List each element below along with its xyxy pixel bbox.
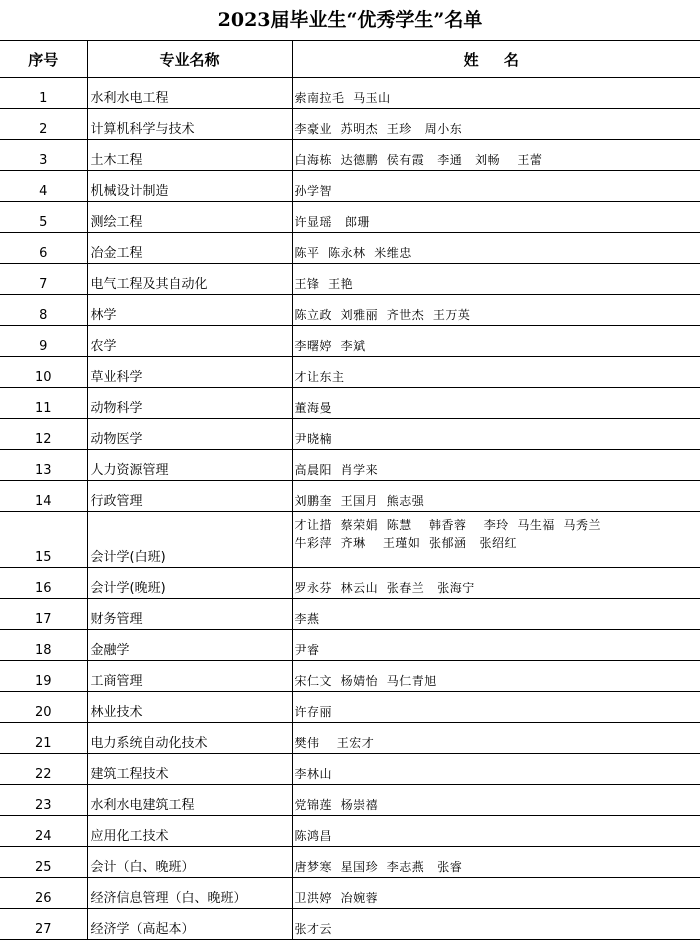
table-row: [0, 388, 700, 419]
row-number-cell[interactable]: 21: [0, 723, 87, 754]
row-number-cell[interactable]: 15: [0, 512, 87, 568]
student-names-cell[interactable]: 党锦莲 杨崇禧: [292, 785, 700, 816]
table-row: [0, 754, 700, 785]
table-row: [0, 878, 700, 909]
student-names-cell[interactable]: 李豪业 苏明杰 王珍 周小东: [292, 109, 700, 140]
row-number-cell[interactable]: 3: [0, 140, 87, 171]
student-names-cell[interactable]: 才让东主: [292, 357, 700, 388]
student-names-cell[interactable]: 高晨阳 肖学来: [292, 450, 700, 481]
row-number-cell[interactable]: 17: [0, 599, 87, 630]
table-row: [0, 847, 700, 878]
honor-list-table: [0, 40, 700, 940]
student-names-cell[interactable]: 张才云: [292, 909, 700, 940]
row-number-cell[interactable]: 19: [0, 661, 87, 692]
table-row: [0, 78, 700, 109]
major-name-cell[interactable]: 行政管理: [87, 481, 292, 512]
table-row: [0, 171, 700, 202]
header-major[interactable]: 专业名称: [87, 41, 292, 78]
major-name-cell[interactable]: 动物医学: [87, 419, 292, 450]
major-name-cell[interactable]: 建筑工程技术: [87, 754, 292, 785]
table-row: [0, 661, 700, 692]
student-names-cell[interactable]: 李林山: [292, 754, 700, 785]
major-name-cell[interactable]: 工商管理: [87, 661, 292, 692]
table-row: [0, 785, 700, 816]
student-names-cell[interactable]: 许显瑶 郎珊: [292, 202, 700, 233]
table-row: [0, 568, 700, 599]
major-name-cell[interactable]: 水利水电工程: [87, 78, 292, 109]
student-names-cell[interactable]: 陈平 陈永林 米维忠: [292, 233, 700, 264]
row-number-cell[interactable]: 5: [0, 202, 87, 233]
major-name-cell[interactable]: 财务管理: [87, 599, 292, 630]
row-number-cell[interactable]: 23: [0, 785, 87, 816]
major-name-cell[interactable]: 草业科学: [87, 357, 292, 388]
major-name-cell[interactable]: 林学: [87, 295, 292, 326]
student-names-cell[interactable]: 卫洪婷 冶婉蓉: [292, 878, 700, 909]
student-names-cell[interactable]: 李燕: [292, 599, 700, 630]
table-header-row: [0, 41, 700, 78]
row-number-cell[interactable]: 14: [0, 481, 87, 512]
table-row: [0, 233, 700, 264]
major-name-cell[interactable]: 会计学(晚班): [87, 568, 292, 599]
student-names-cell[interactable]: 许存丽: [292, 692, 700, 723]
major-name-cell[interactable]: 经济学（高起本）: [87, 909, 292, 940]
row-number-cell[interactable]: 2: [0, 109, 87, 140]
student-names-cell[interactable]: 陈立政 刘雅丽 齐世杰 王万英: [292, 295, 700, 326]
student-names-cell[interactable]: 尹睿: [292, 630, 700, 661]
header-names[interactable]: 姓 名: [292, 41, 700, 78]
student-names-cell[interactable]: 才让措 蔡荣娟 陈慧 韩香蓉 李玲 马生福 马秀兰 牛彩萍 齐琳 王瑾如 张郁涵 张绍红: [292, 512, 700, 568]
major-name-cell[interactable]: 机械设计制造: [87, 171, 292, 202]
header-no[interactable]: 序号: [0, 41, 87, 78]
table-row: [0, 723, 700, 754]
row-number-cell[interactable]: 16: [0, 568, 87, 599]
major-name-cell[interactable]: 动物科学: [87, 388, 292, 419]
student-names-cell[interactable]: 樊伟 王宏才: [292, 723, 700, 754]
table-row: [0, 295, 700, 326]
major-name-cell[interactable]: 电力系统自动化技术: [87, 723, 292, 754]
student-names-cell[interactable]: 尹晓楠: [292, 419, 700, 450]
student-names-cell[interactable]: 孙学智: [292, 171, 700, 202]
student-names-cell[interactable]: 陈鸿昌: [292, 816, 700, 847]
major-name-cell[interactable]: 金融学: [87, 630, 292, 661]
student-names-cell[interactable]: 刘鹏奎 王国月 熊志强: [292, 481, 700, 512]
student-names-cell[interactable]: 董海曼: [292, 388, 700, 419]
row-number-cell[interactable]: 9: [0, 326, 87, 357]
table-row: [0, 326, 700, 357]
major-name-cell[interactable]: 水利水电建筑工程: [87, 785, 292, 816]
row-number-cell[interactable]: 4: [0, 171, 87, 202]
table-row: [0, 692, 700, 723]
major-name-cell[interactable]: 经济信息管理（白、晚班）: [87, 878, 292, 909]
row-number-cell[interactable]: 20: [0, 692, 87, 723]
row-number-cell[interactable]: 12: [0, 419, 87, 450]
row-number-cell[interactable]: 10: [0, 357, 87, 388]
table-row: [0, 264, 700, 295]
row-number-cell[interactable]: 18: [0, 630, 87, 661]
student-names-cell[interactable]: 宋仁文 杨婧怡 马仁青旭: [292, 661, 700, 692]
table-row: [0, 816, 700, 847]
student-names-cell[interactable]: 白海栋 达德鹏 侯有霞 李通 刘畅 王蕾: [292, 140, 700, 171]
table-row: [0, 481, 700, 512]
major-name-cell[interactable]: 测绘工程: [87, 202, 292, 233]
page-title: 2023届毕业生“优秀学生”名单: [217, 9, 483, 31]
major-name-cell[interactable]: 会计学(白班): [87, 512, 292, 568]
table-row: [0, 202, 700, 233]
row-number-cell[interactable]: 1: [0, 78, 87, 109]
row-number-cell[interactable]: 25: [0, 847, 87, 878]
student-names-cell[interactable]: 王锋 王艳: [292, 264, 700, 295]
major-name-cell[interactable]: 人力资源管理: [87, 450, 292, 481]
major-name-cell[interactable]: 计算机科学与技术: [87, 109, 292, 140]
row-number-cell[interactable]: 6: [0, 233, 87, 264]
major-name-cell[interactable]: 林业技术: [87, 692, 292, 723]
student-names-cell[interactable]: 唐梦寒 星国珍 李志燕 张睿: [292, 847, 700, 878]
table-row: [0, 419, 700, 450]
row-number-cell[interactable]: 24: [0, 816, 87, 847]
row-number-cell[interactable]: 27: [0, 909, 87, 940]
table-row: [0, 450, 700, 481]
major-name-cell[interactable]: 土木工程: [87, 140, 292, 171]
table-row: [0, 909, 700, 940]
table-row: [0, 357, 700, 388]
table-row: [0, 109, 700, 140]
table-row: [0, 512, 700, 568]
student-names-cell[interactable]: 罗永芬 林云山 张春兰 张海宁: [292, 568, 700, 599]
major-name-cell[interactable]: 会计（白、晚班）: [87, 847, 292, 878]
row-number-cell[interactable]: 8: [0, 295, 87, 326]
major-name-cell[interactable]: 农学: [87, 326, 292, 357]
row-number-cell[interactable]: 7: [0, 264, 87, 295]
table-row: [0, 140, 700, 171]
major-name-cell[interactable]: 冶金工程: [87, 233, 292, 264]
student-names-cell[interactable]: 索南拉毛 马玉山: [292, 78, 700, 109]
major-name-cell[interactable]: 电气工程及其自动化: [87, 264, 292, 295]
row-number-cell[interactable]: 26: [0, 878, 87, 909]
row-number-cell[interactable]: 13: [0, 450, 87, 481]
table-row: [0, 630, 700, 661]
row-number-cell[interactable]: 22: [0, 754, 87, 785]
major-name-cell[interactable]: 应用化工技术: [87, 816, 292, 847]
student-names-cell[interactable]: 李曙婷 李斌: [292, 326, 700, 357]
row-number-cell[interactable]: 11: [0, 388, 87, 419]
table-row: [0, 599, 700, 630]
